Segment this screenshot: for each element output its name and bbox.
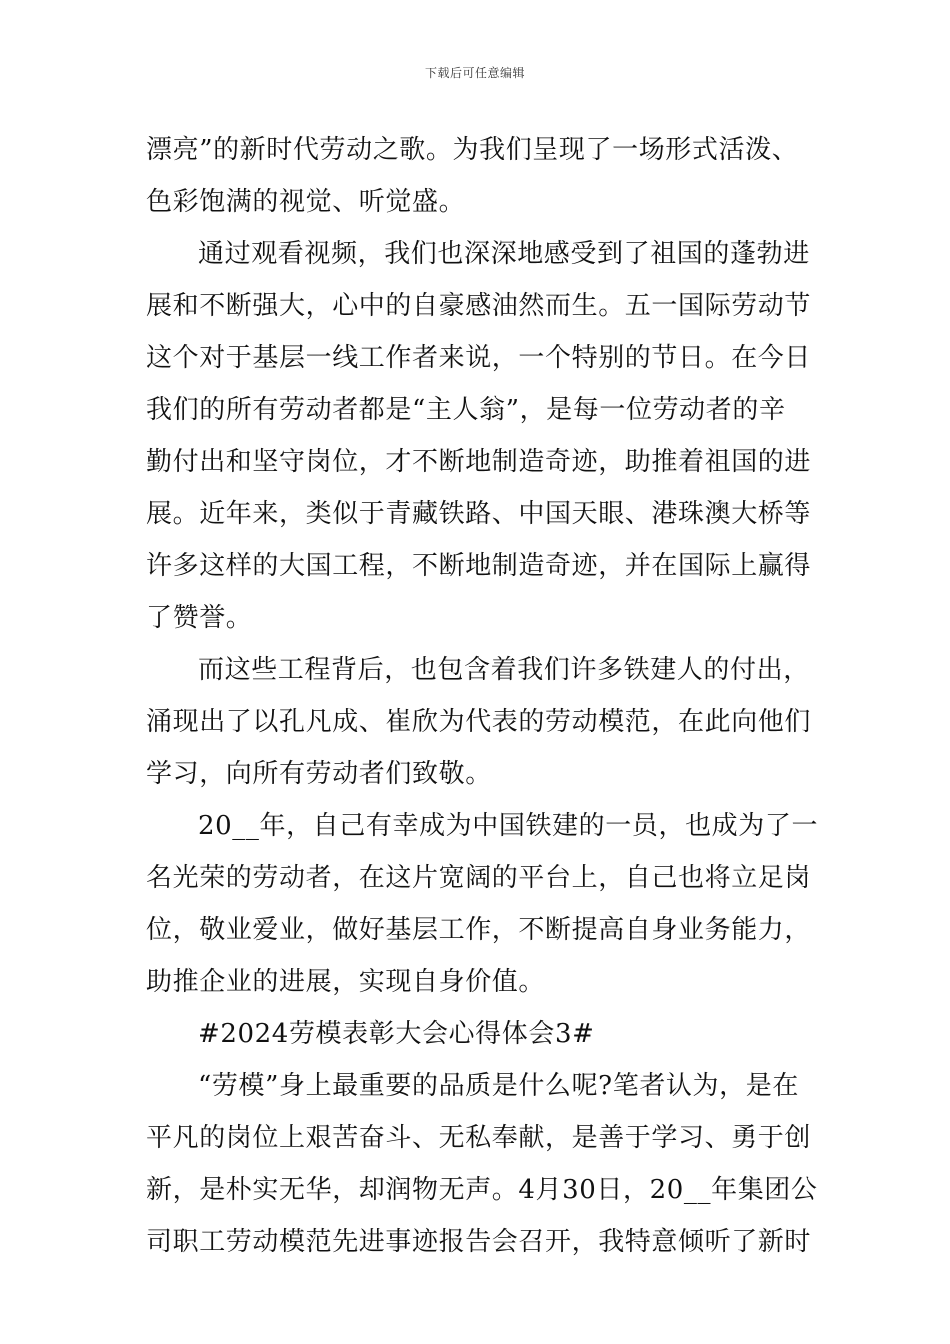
text-line: 勤付出和坚守岗位，才不断地制造奇迹，助推着祖国的进 (146, 447, 812, 477)
text-line: 这个对于基层一线工作者来说，一个特别的节日。在今日 (146, 343, 812, 373)
text-line: 展。近年来，类似于青藏铁路、中国天眼、港珠澳大桥等 (146, 499, 812, 529)
text-line: 了赞誉。 (146, 603, 253, 633)
text-line: 涌现出了以孔凡成、崔欣为代表的劳动模范，在此向他们 (146, 707, 812, 737)
text-line: 平凡的岗位上艰苦奋斗、无私奉献，是善于学习、勇于创 (146, 1123, 812, 1153)
text-line: 许多这样的大国工程，不断地制造奇迹，并在国际上赢得 (146, 551, 812, 581)
text-line: 色彩饱满的视觉、听觉盛。 (146, 187, 466, 217)
text-line: 漂亮”的新时代劳动之歌。为我们呈现了一场形式活泼、 (146, 135, 799, 165)
section-heading: #2024劳模表彰大会心得体会3# (198, 1019, 595, 1049)
page-header: 下载后可任意编辑 (424, 66, 525, 80)
text-line: 位，敬业爱业，做好基层工作，不断提高自身业务能力， (146, 915, 812, 945)
text-line: 我们的所有劳动者都是“主人翁”，是每一位劳动者的辛 (146, 395, 786, 425)
text-line: 展和不断强大，心中的自豪感油然而生。五一国际劳动节 (146, 291, 812, 321)
paragraph-start-line: 而这些工程背后，也包含着我们许多铁建人的付出， (198, 655, 810, 685)
text-line: 助推企业的进展，实现自身价值。 (146, 967, 546, 997)
document-body (146, 124, 819, 1268)
text-line: 名光荣的劳动者，在这片宽阔的平台上，自己也将立足岗 (146, 863, 812, 893)
text-line: 学习，向所有劳动者们致敬。 (146, 759, 492, 789)
paragraph-start-line: 20__年，自己有幸成为中国铁建的一员，也成为了一 (198, 811, 819, 841)
paragraph-start-line: 通过观看视频，我们也深深地感受到了祖国的蓬勃进 (198, 239, 810, 269)
paragraph-start-line: “劳模”身上最重要的品质是什么呢?笔者认为，是在 (198, 1071, 799, 1101)
text-line: 司职工劳动模范先进事迹报告会召开，我特意倾听了新时 (146, 1227, 812, 1257)
text-line: 新，是朴实无华，却润物无声。4月30日，20__年集团公 (146, 1175, 818, 1205)
